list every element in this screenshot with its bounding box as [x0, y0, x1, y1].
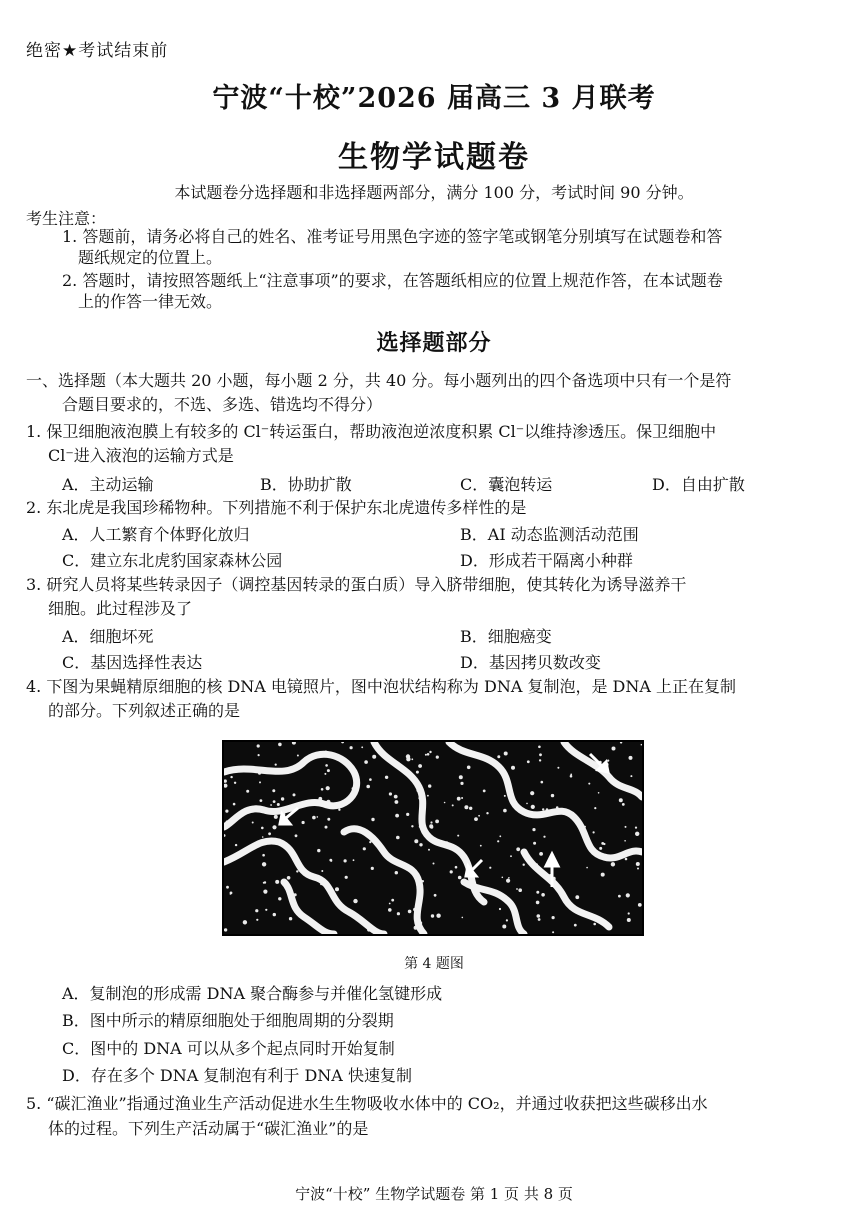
exam-title: 宁波“十校”2026 届高三 3 月联考: [212, 83, 656, 114]
question-4-option-a[interactable]: A．复制泡的形成需 DNA 聚合酶参与并催化氢键形成: [62, 984, 443, 1003]
question-4-stem-cont: 的部分。下列叙述正确的是: [48, 701, 241, 720]
question-4-option-c[interactable]: C．图中的 DNA 可以从多个起点同时开始复制: [62, 1039, 395, 1058]
figure-4-caption: 第 4 题图: [404, 956, 464, 972]
question-1-option-d[interactable]: D．自由扩散: [652, 475, 745, 494]
question-3-stem: 3. 研究人员将某些转录因子（调控基因转录的蛋白质）导入脐带细胞，使其转化为诱导滋养干: [26, 575, 687, 594]
question-1-stem: 1. 保卫细胞液泡膜上有较多的 Cl⁻转运蛋白，帮助液泡逆浓度积累 Cl⁻以维持渗透压。保卫细胞中: [26, 422, 717, 441]
question-1-stem-cont: Cl⁻进入液泡的运输方式是: [48, 446, 234, 465]
section-title: 选择题部分: [376, 330, 492, 356]
paper-intro: 本试题卷分选择题和非选择题两部分，满分 100 分，考试时间 90 分钟。: [174, 183, 694, 202]
notice-heading: 考生注意：: [26, 209, 107, 228]
notice-item-2-cont: 上的作答一律无效。: [78, 292, 223, 311]
notice-item-1: 1. 答题前，请务必将自己的姓名、准考证号用黑色字迹的签字笔或钢笔分别填写在试题卷和答: [62, 227, 723, 246]
question-4-stem: 4. 下图为果蝇精原细胞的核 DNA 电镜照片，图中泡状结构称为 DNA 复制泡，是 DNA 上正在复制: [26, 677, 737, 696]
question-3-option-c[interactable]: C．基因选择性表达: [62, 653, 203, 672]
question-2-option-d[interactable]: D．形成若干隔离小种群: [460, 551, 633, 570]
question-5-stem-cont: 体的过程。下列生产活动属于“碳汇渔业”的是: [48, 1119, 369, 1138]
question-1-option-a[interactable]: A．主动运输: [62, 475, 154, 494]
confidential-label: 绝密★考试结束前: [26, 41, 169, 61]
question-2-option-a[interactable]: A．人工繁育个体野化放归: [62, 525, 250, 544]
dna-micrograph: [222, 740, 644, 936]
question-2-option-b[interactable]: B．AI 动态监测活动范围: [460, 525, 639, 544]
question-5-stem: 5. “碳汇渔业”指通过渔业生产活动促进水生生物吸收水体中的 CO₂，并通过收获把这些碳移出水: [26, 1094, 708, 1113]
question-2-option-c[interactable]: C．建立东北虎豹国家森林公园: [62, 551, 283, 570]
page-footer: 宁波“十校” 生物学试题卷 第 1 页 共 8 页: [295, 1185, 573, 1203]
question-4-option-b[interactable]: B．图中所示的精原细胞处于细胞周期的分裂期: [62, 1011, 394, 1030]
question-4-option-d[interactable]: D．存在多个 DNA 复制泡有利于 DNA 快速复制: [62, 1066, 412, 1085]
question-1-option-c[interactable]: C．囊泡转运: [460, 475, 553, 494]
part-instructions-cont: 合题目要求的，不选、多选、错选均不得分）: [62, 395, 383, 414]
question-1-option-b[interactable]: B．协助扩散: [260, 475, 352, 494]
question-3-option-d[interactable]: D．基因拷贝数改变: [460, 653, 601, 672]
notice-item-1-cont: 题纸规定的位置上。: [78, 248, 223, 267]
notice-item-2: 2. 答题时，请按照答题纸上“注意事项”的要求，在答题纸相应的位置上规范作答，在本试题卷: [62, 271, 723, 290]
part-instructions: 一、选择题（本大题共 20 小题，每小题 2 分，共 40 分。每小题列出的四个备选项中只有一个是符: [26, 371, 732, 390]
question-2-stem: 2. 东北虎是我国珍稀物种。下列措施不利于保护东北虎遗传多样性的是: [26, 498, 527, 517]
question-3-option-a[interactable]: A．细胞坏死: [62, 627, 154, 646]
question-3-stem-cont: 细胞。此过程涉及了: [48, 599, 193, 618]
paper-subtitle: 生物学试题卷: [338, 140, 530, 175]
question-3-option-b[interactable]: B．细胞癌变: [460, 627, 552, 646]
dna-micrograph-image: [224, 742, 642, 934]
